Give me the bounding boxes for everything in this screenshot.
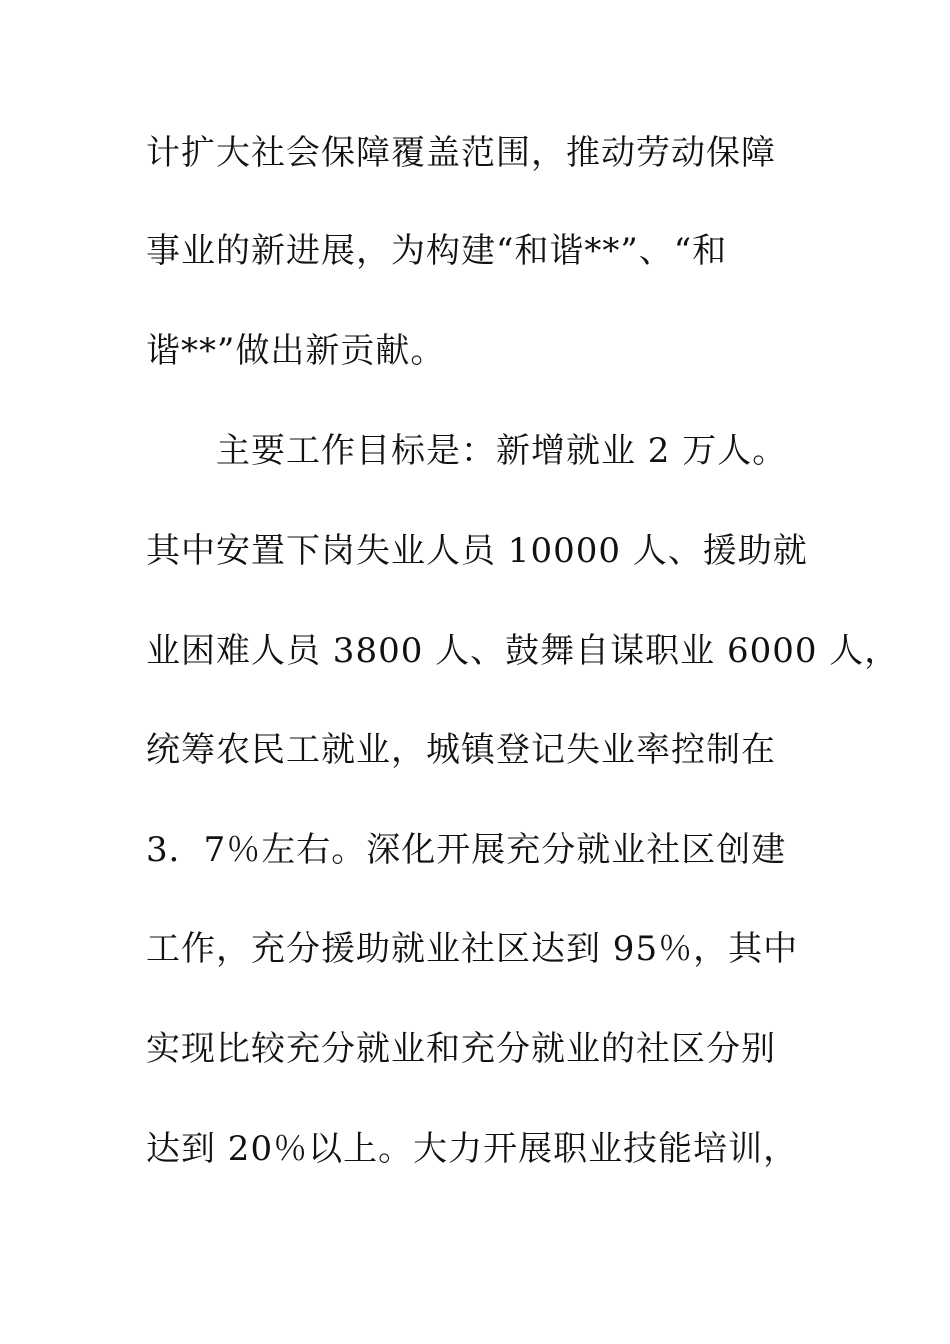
paragraph-start-line: 主要工作目标是：新增就业 2 万人。 [216,431,788,471]
text-line-8: 3．7％左右。深化开展充分就业社区创建 [146,830,787,870]
text-line-11: 达到 20％以上。大力开展职业技能培训， [146,1129,799,1169]
text-line-5: 其中安置下岗失业人员 10000 人、援助就 [146,531,808,571]
text-line-9: 工作，充分援助就业社区达到 95％，其中 [146,929,799,969]
text-line-6: 业困难人员 3800 人、鼓舞自谋职业 6000 人， [146,631,900,671]
text-line-7: 统筹农民工就业，城镇登记失业率控制在 [146,730,776,770]
text-line-3: 谐**”做出新贡献。 [146,331,446,371]
text-line-10: 实现比较充分就业和充分就业的社区分别 [146,1029,776,1069]
text-line-1: 计扩大社会保障覆盖范围，推动劳动保障 [146,133,776,173]
text-line-2: 事业的新进展，为构建“和谐**”、“和 [146,231,728,271]
